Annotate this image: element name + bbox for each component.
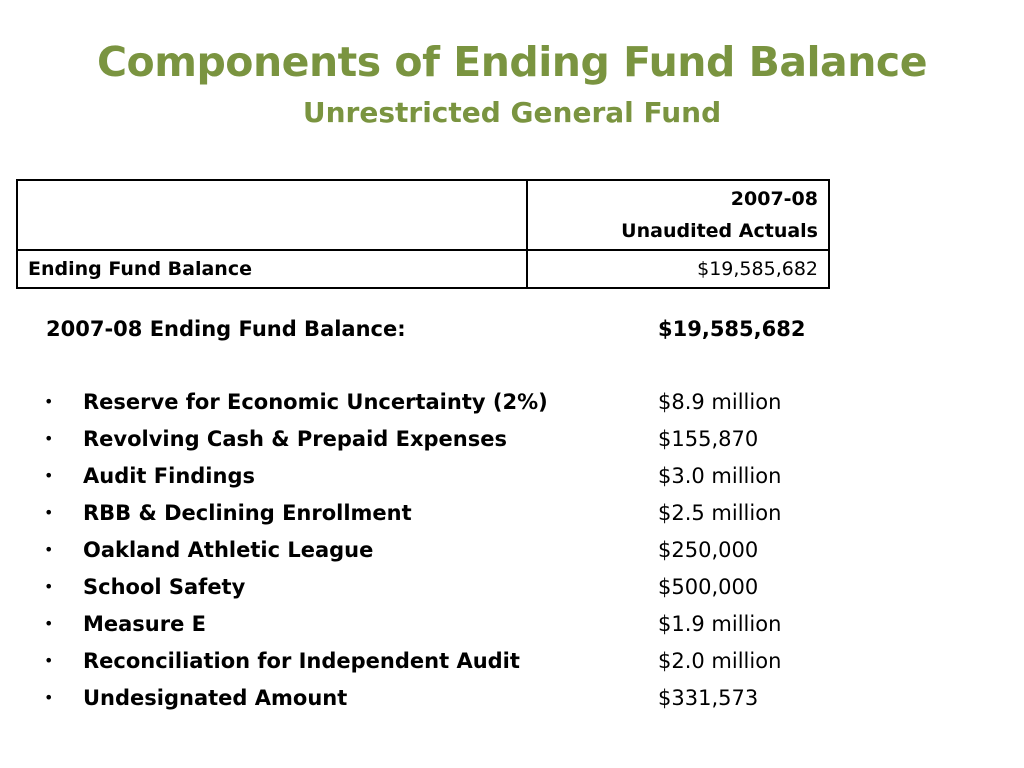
list-item-value: $2.5 million <box>658 501 782 525</box>
list-item <box>0 535 1024 572</box>
list-item-label: Oakland Athletic League <box>83 538 374 562</box>
list-item-value: $155,870 <box>658 427 759 451</box>
list-item-label: Measure E <box>83 612 207 636</box>
list-item-label: RBB & Declining Enrollment <box>83 501 412 525</box>
list-item <box>0 572 1024 609</box>
list-item-value: $1.9 million <box>658 612 782 636</box>
bullet-icon: • <box>44 614 54 633</box>
list-item-value: $2.0 million <box>658 649 782 673</box>
bullet-icon: • <box>44 540 54 559</box>
list-item-label: Reserve for Economic Uncertainty (2%) <box>83 390 548 414</box>
list-item <box>0 461 1024 498</box>
table-header-empty-cell <box>17 180 527 250</box>
bullet-icon: • <box>44 503 54 522</box>
table-header-row <box>17 180 829 250</box>
list-item <box>0 498 1024 535</box>
table-header-caption: Unaudited Actuals <box>621 220 818 242</box>
list-item-value: $500,000 <box>658 575 759 599</box>
table-row <box>17 250 829 288</box>
list-item-value: $8.9 million <box>658 390 782 414</box>
table-row-label: Ending Fund Balance <box>17 250 527 288</box>
bullet-icon: • <box>44 466 54 485</box>
bullet-icon: • <box>44 577 54 596</box>
table-header-year: 2007-08 <box>730 188 818 210</box>
list-item <box>0 387 1024 424</box>
components-list <box>0 387 1024 720</box>
table-header-cell <box>527 180 829 250</box>
page-title: Components of Ending Fund Balance <box>96 38 928 86</box>
list-item-label: Reconciliation for Independent Audit <box>83 649 520 673</box>
list-item <box>0 424 1024 461</box>
summary-value: $19,585,682 <box>658 317 806 341</box>
list-item <box>0 683 1024 720</box>
page-subtitle: Unrestricted General Fund <box>302 96 722 129</box>
summary-label: 2007-08 Ending Fund Balance: <box>46 317 406 341</box>
list-item <box>0 646 1024 683</box>
bullet-icon: • <box>44 429 54 448</box>
list-item-label: Undesignated Amount <box>83 686 348 710</box>
list-item-value: $331,573 <box>658 686 759 710</box>
fund-balance-table <box>16 179 830 289</box>
list-item-label: School Safety <box>83 575 246 599</box>
list-item-value: $3.0 million <box>658 464 782 488</box>
list-item-value: $250,000 <box>658 538 759 562</box>
bullet-icon: • <box>44 688 54 707</box>
list-item-label: Revolving Cash & Prepaid Expenses <box>83 427 507 451</box>
table-row-value: $19,585,682 <box>527 250 829 288</box>
list-item <box>0 609 1024 646</box>
list-item-label: Audit Findings <box>83 464 255 488</box>
bullet-icon: • <box>44 392 54 411</box>
bullet-icon: • <box>44 651 54 670</box>
